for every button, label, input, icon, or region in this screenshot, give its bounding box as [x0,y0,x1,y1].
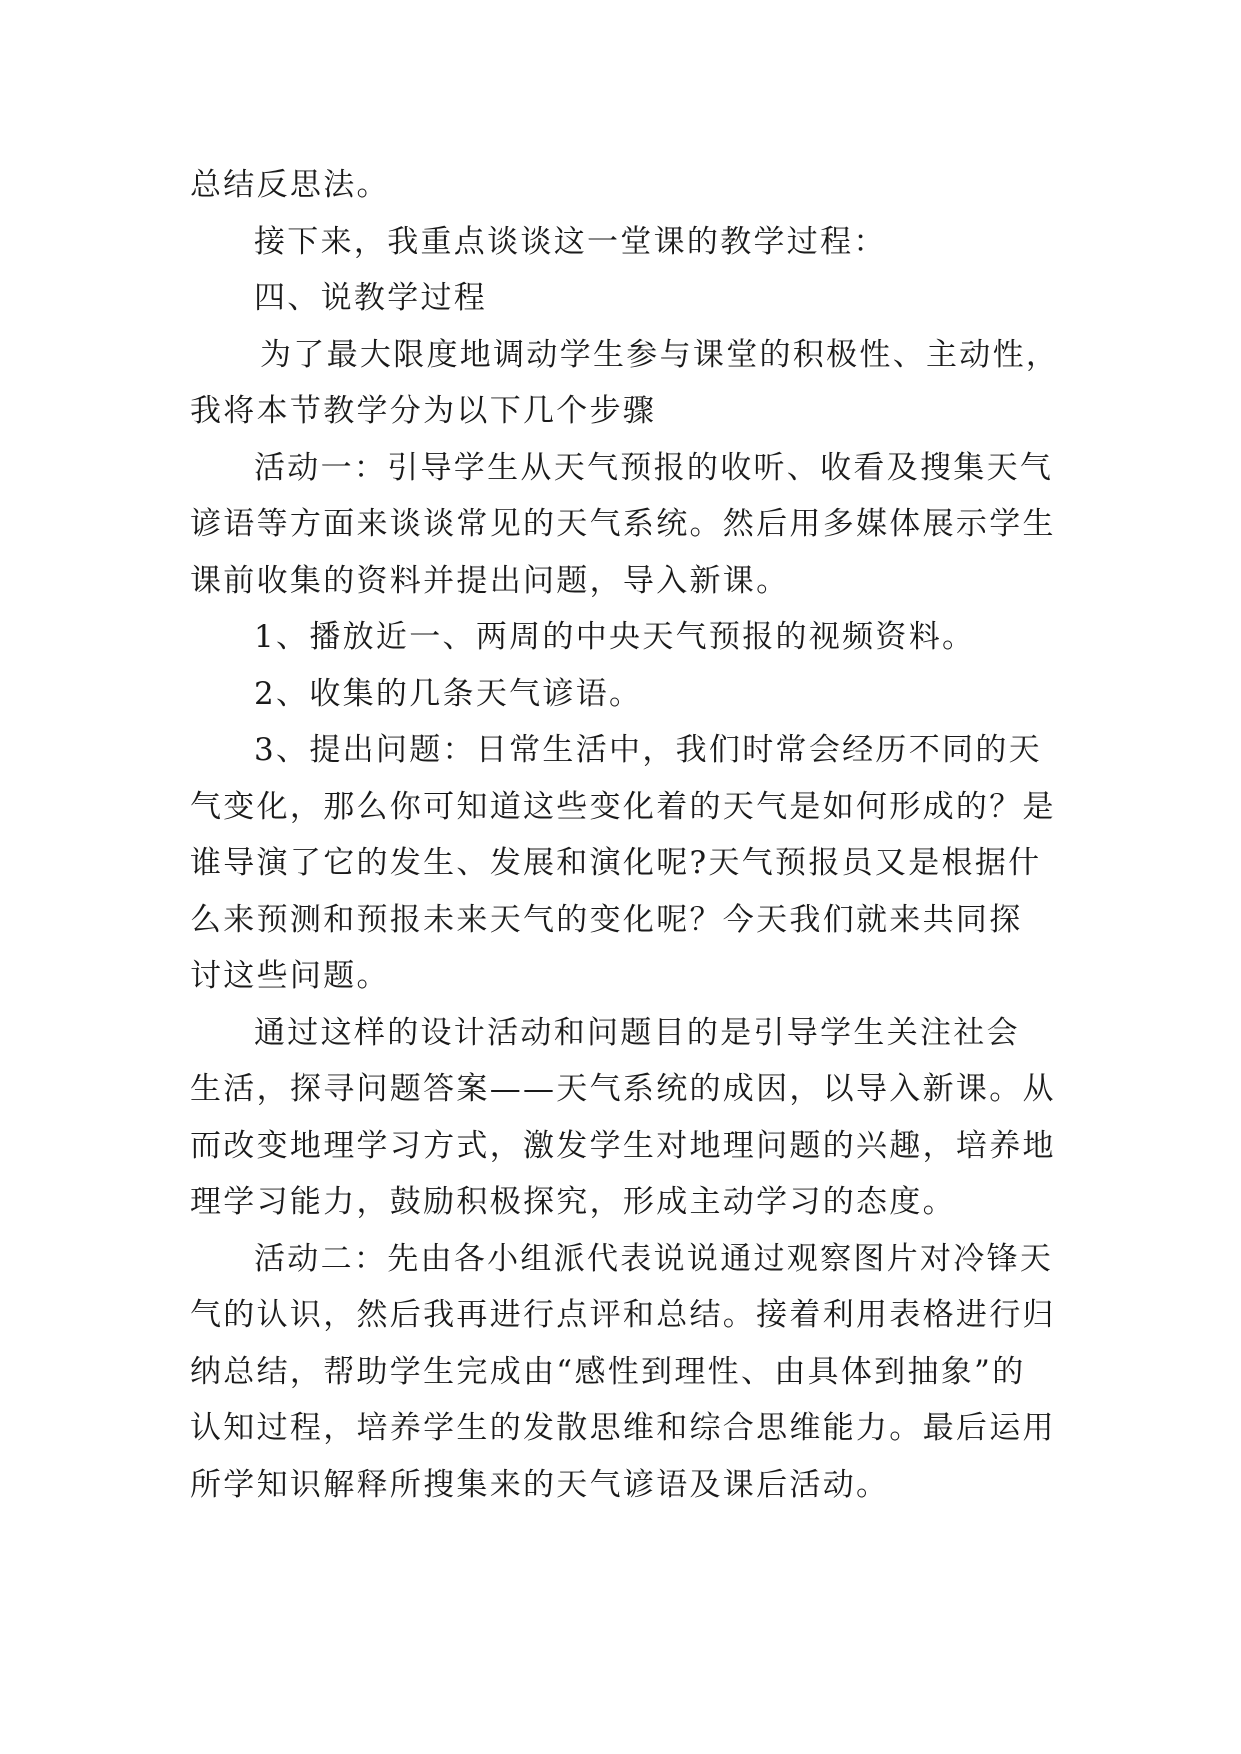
text-line: 气变化，那么你可知道这些变化着的天气是如何形成的？是 [190,788,1056,825]
text-line: 为了最大限度地调动学生参与课堂的积极性、主动性， [260,336,1060,373]
text-line: 讨这些问题。 [190,958,390,994]
text-line: 接下来，我重点谈谈这一堂课的教学过程： [254,223,887,260]
list-item: 3、提出问题：日常生活中，我们时常会经历不同的天 [254,732,1042,768]
text-line: 而改变地理学习方式，激发学生对地理问题的兴趣，培养地 [190,1127,1056,1164]
text-line: 课前收集的资料并提出问题，导入新课。 [190,562,790,599]
text-line: 所学知识解释所搜集来的天气谚语及课后活动。 [190,1466,890,1503]
list-item: 1、播放近一、两周的中央天气预报的视频资料。 [254,619,976,655]
text-line: 活动二：先由各小组派代表说说通过观察图片对冷锋天 [254,1240,1054,1277]
document-body [190,157,1060,1513]
text-line: 谚语等方面来谈谈常见的天气系统。然后用多媒体展示学生 [190,506,1056,542]
section-heading: 四、说教学过程 [254,280,488,316]
text-line: 通过这样的设计活动和问题目的是引导学生关注社会 [254,1014,1020,1051]
text-line: 活动一：引导学生从天气预报的收听、收看及搜集天气 [254,449,1054,486]
text-line: 我将本节教学分为以下几个步骤 [190,393,657,429]
text-line: 谁导演了它的发生、发展和演化呢?天气预报员又是根据什 [190,845,1042,881]
list-item: 2、收集的几条天气谚语。 [254,675,643,712]
text-line: 总结反思法。 [190,167,390,203]
text-line: 纳总结，帮助学生完成由“感性到理性、由具体到抽象”的 [190,1353,1026,1390]
text-line: 认知过程，培养学生的发散思维和综合思维能力。最后运用 [190,1410,1056,1446]
text-line: 么来预测和预报未来天气的变化呢？今天我们就来共同探 [190,901,1023,938]
text-line: 气的认识，然后我再进行点评和总结。接着利用表格进行归 [190,1297,1056,1333]
text-line: 生活，探寻问题答案——天气系统的成因，以导入新课。从 [190,1071,1056,1107]
text-line: 理学习能力，鼓励积极探究，形成主动学习的态度。 [190,1184,956,1220]
